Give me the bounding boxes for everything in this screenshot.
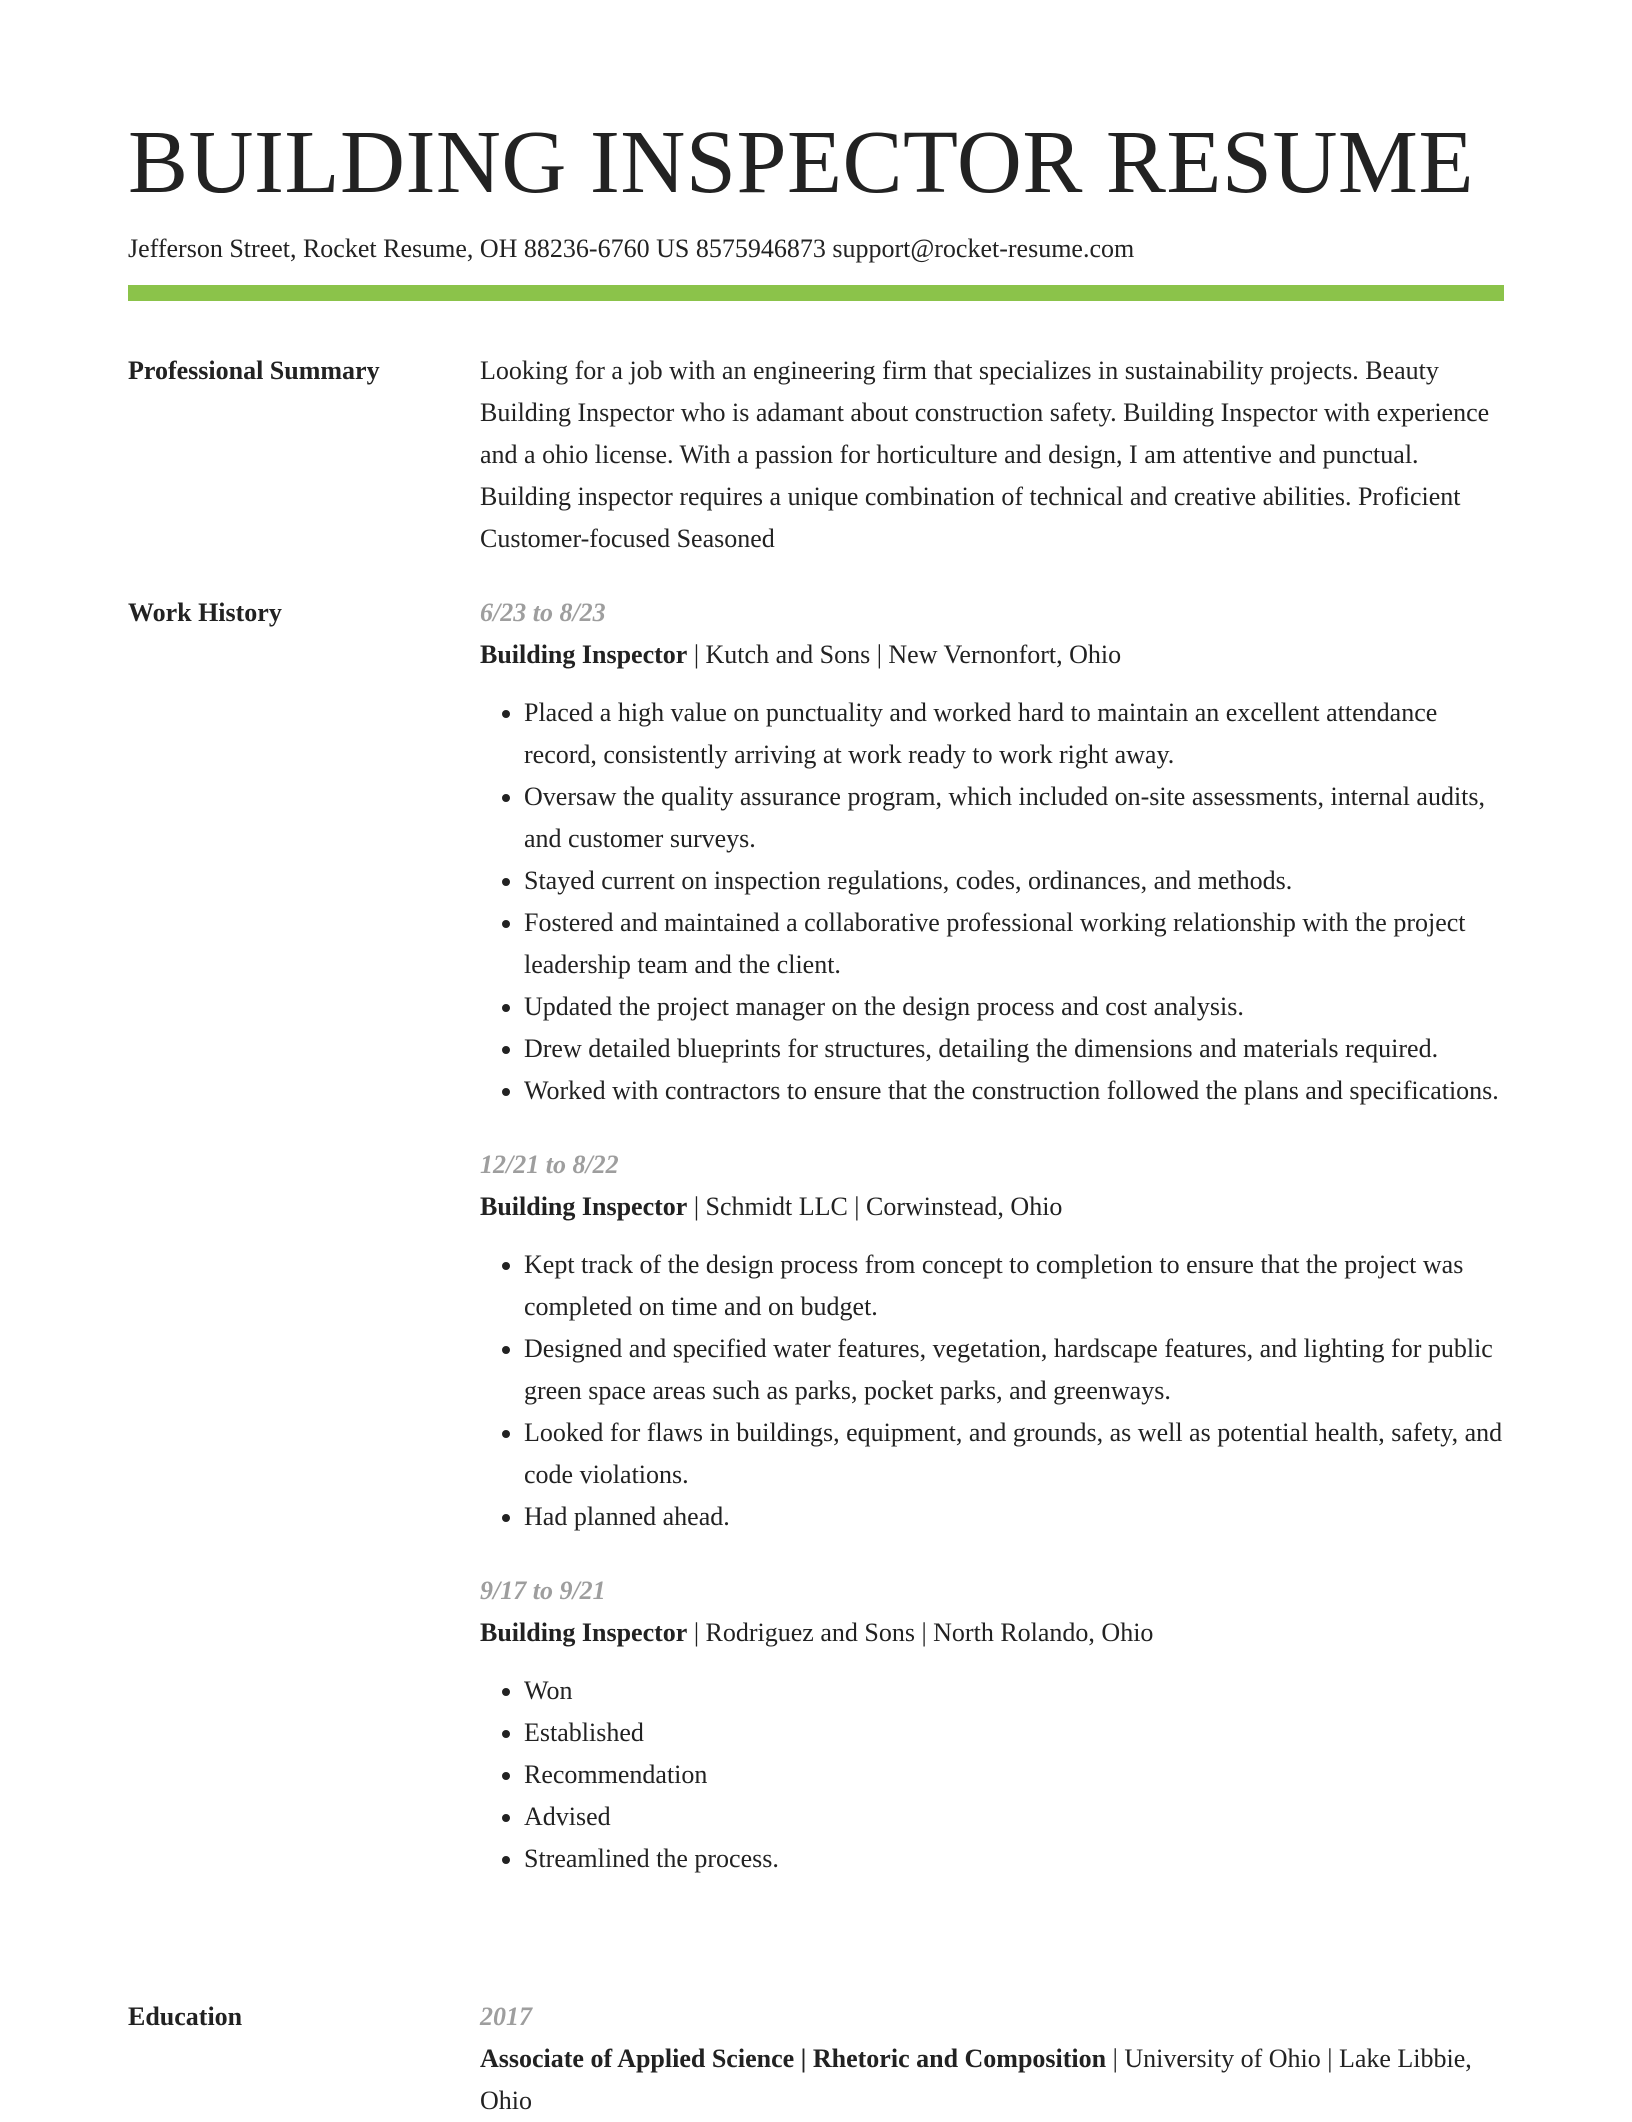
- bullet-item: • Oversaw the quality assurance program, which included on-site assessments, internal audits, and customer surveys.: [524, 776, 1504, 860]
- bullet-item: • Established: [524, 1712, 1504, 1754]
- job-title: Building Inspector: [480, 1618, 688, 1647]
- job-entry: [480, 592, 1504, 1112]
- bullet-item: • Worked with contractors to ensure that the construction followed the plans and specifications.: [524, 1070, 1504, 1112]
- education-label: Education: [128, 2002, 243, 2031]
- bullet-item: • Had planned ahead.: [524, 1496, 1504, 1538]
- job-dates: 12/21 to 8/22: [480, 1150, 619, 1179]
- education-degree: Associate of Applied Science | Rhetoric and Composition: [480, 2044, 1107, 2073]
- job-dates: 9/17 to 9/21: [480, 1576, 606, 1605]
- job-entry: [480, 1144, 1504, 1538]
- job-bullets: [480, 1244, 1504, 1538]
- summary-label: Professional Summary: [128, 356, 380, 385]
- job-details: | Rodriguez and Sons | North Rolando, Ohio: [687, 1618, 1154, 1647]
- bullet-item: • Stayed current on inspection regulations, codes, ordinances, and methods.: [524, 860, 1504, 902]
- job-entry: [480, 1570, 1504, 1880]
- job-heading: [480, 634, 1504, 676]
- summary-text: Looking for a job with an engineering firm that specializes in sustainability projects. Beauty Building Inspector who is adamant about construction safety. Building Inspector with experience and a ohio license. With a passion for horticulture and design, I am attentive and punctual. Building inspector requires a unique combination of technical and creative abilities. Proficient Customer-focused Seasoned: [480, 356, 1490, 553]
- bullet-item: • Placed a high value on punctuality and worked hard to maintain an excellent attendance record, consistently arriving at work ready to work right away.: [524, 692, 1504, 776]
- education-body: [480, 1996, 1504, 2122]
- bullet-item: • Looked for flaws in buildings, equipment, and grounds, as well as potential health, safety, and code violations.: [524, 1412, 1504, 1496]
- bullet-item: • Recommendation: [524, 1754, 1504, 1796]
- bullet-item: • Won: [524, 1670, 1504, 1712]
- education-details: | University of Ohio | Lake Libbie, Ohio: [480, 2044, 1472, 2115]
- bullet-item: • Kept track of the design process from concept to completion to ensure that the project was completed on time and on budget.: [524, 1244, 1504, 1328]
- bullet-item: • Designed and specified water features, vegetation, hardscape features, and lighting for public green space areas such as parks, pocket parks, and greenways.: [524, 1328, 1504, 1412]
- bullet-item: • Streamlined the process.: [524, 1838, 1504, 1880]
- resume-title: BUILDING INSPECTOR RESUME: [128, 113, 1474, 212]
- job-heading: [480, 1186, 1504, 1228]
- education-heading: [480, 2038, 1504, 2122]
- accent-divider: [128, 285, 1504, 301]
- bullet-item: • Fostered and maintained a collaborative professional working relationship with the project leadership team and the client.: [524, 902, 1504, 986]
- job-details: | Kutch and Sons | New Vernonfort, Ohio: [687, 640, 1122, 669]
- job-bullets: [480, 1670, 1504, 1880]
- job-title: Building Inspector: [480, 1192, 688, 1221]
- summary-body: [480, 350, 1504, 560]
- job-dates: 6/23 to 8/23: [480, 598, 606, 627]
- job-heading: [480, 1612, 1504, 1654]
- bullet-item: • Advised: [524, 1796, 1504, 1838]
- bullet-item: • Updated the project manager on the design process and cost analysis.: [524, 986, 1504, 1028]
- bullet-item: • Drew detailed blueprints for structures, detailing the dimensions and materials required.: [524, 1028, 1504, 1070]
- work-history-label: Work History: [128, 598, 282, 627]
- education-year: 2017: [480, 2002, 532, 2031]
- job-details: | Schmidt LLC | Corwinstead, Ohio: [687, 1192, 1063, 1221]
- contact-line: Jefferson Street, Rocket Resume, OH 88236-6760 US 8575946873 support@rocket-resume.com: [128, 234, 1135, 263]
- job-bullets: [480, 692, 1504, 1112]
- work-history-body: [480, 592, 1504, 1912]
- job-title: Building Inspector: [480, 640, 688, 669]
